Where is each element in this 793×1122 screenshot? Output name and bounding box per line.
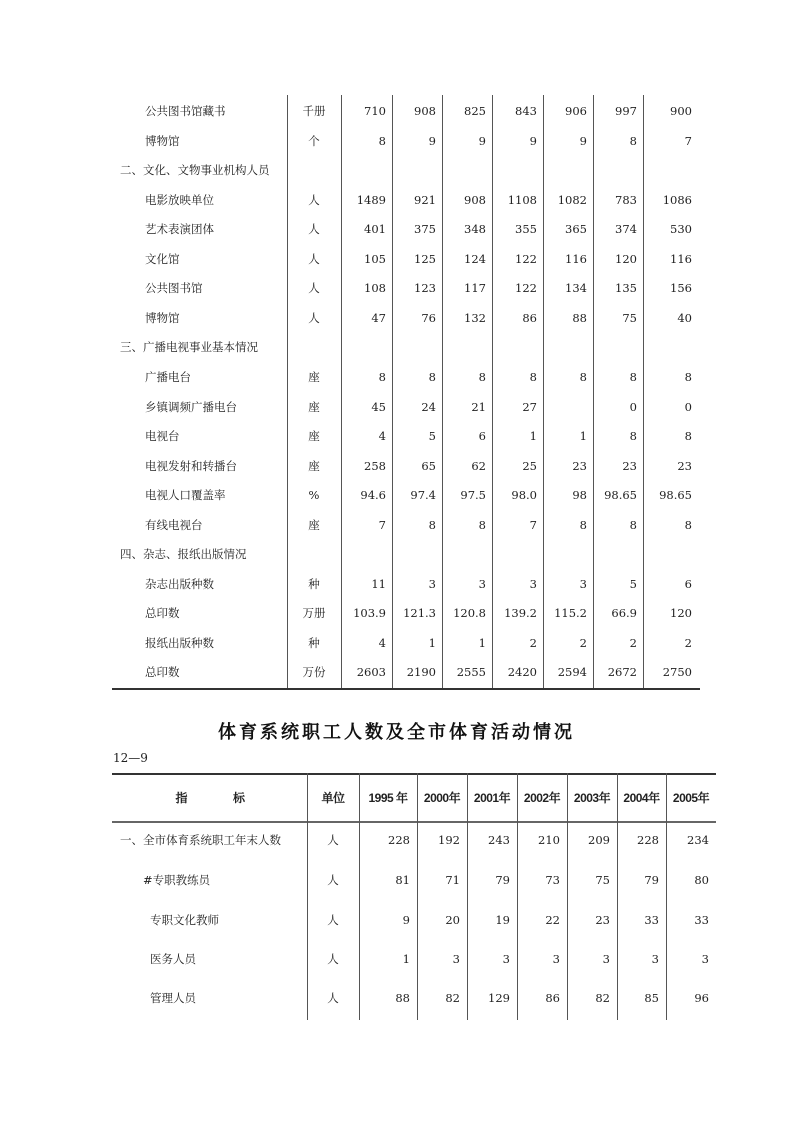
row-value: 1489 (356, 193, 386, 207)
row-value: 9 (478, 134, 486, 148)
row-value: 108 (364, 281, 386, 295)
row-unit: 人 (308, 252, 320, 266)
row-unit: 千册 (302, 104, 326, 118)
row-value: 2594 (557, 665, 587, 679)
row-value: 908 (414, 104, 436, 118)
row-unit: 人 (308, 193, 320, 207)
row-value: 120 (615, 252, 637, 266)
row-value: 124 (464, 252, 486, 266)
row-value: 73 (545, 873, 560, 887)
row-value: 3 (529, 577, 537, 591)
row-value: 116 (670, 252, 692, 266)
row-unit: 人 (327, 913, 339, 927)
row-value: 8 (478, 518, 486, 532)
row-unit: 人 (327, 833, 339, 847)
row-value: 8 (579, 370, 587, 384)
row-value: 228 (637, 833, 659, 847)
row-label: 博物馆 (145, 311, 180, 325)
row-value: 8 (629, 370, 637, 384)
row-value: 4 (378, 429, 386, 443)
column-divider (307, 773, 308, 1020)
row-unit: 座 (308, 459, 320, 473)
row-value: 79 (495, 873, 510, 887)
row-value: 374 (615, 222, 637, 236)
row-value: 40 (677, 311, 692, 325)
row-value: 156 (670, 281, 692, 295)
row-value: 85 (644, 991, 659, 1005)
row-value: 82 (445, 991, 460, 1005)
row-value: 8 (579, 518, 587, 532)
row-value: 3 (502, 952, 510, 966)
column-divider (467, 773, 468, 1020)
row-value: 3 (478, 577, 486, 591)
row-label: #专职教练员 (143, 873, 211, 887)
row-label: 报纸出版种数 (145, 636, 214, 650)
row-unit: 人 (327, 991, 339, 1005)
row-value: 3 (701, 952, 709, 966)
row-value: 120 (670, 606, 692, 620)
row-value: 115.2 (554, 606, 587, 620)
row-unit: 人 (308, 281, 320, 295)
row-value: 121.3 (403, 606, 436, 620)
row-value: 8 (529, 370, 537, 384)
row-value: 228 (388, 833, 410, 847)
section-title: 体育系统职工人数及全市体育活动情况 (218, 722, 575, 743)
row-value: 8 (684, 518, 692, 532)
row-value: 23 (572, 459, 587, 473)
row-value: 105 (364, 252, 386, 266)
row-value: 355 (515, 222, 537, 236)
row-value: 2420 (507, 665, 537, 679)
row-unit: 个 (308, 134, 320, 148)
row-label: 四、杂志、报纸出版情况 (120, 547, 247, 561)
row-value: 3 (651, 952, 659, 966)
row-value: 65 (421, 459, 436, 473)
row-label: 医务人员 (150, 952, 196, 966)
row-value: 908 (464, 193, 486, 207)
row-value: 25 (522, 459, 537, 473)
row-value: 97.4 (410, 488, 436, 502)
row-value: 81 (395, 873, 410, 887)
row-value: 19 (495, 913, 510, 927)
row-value: 209 (588, 833, 610, 847)
row-value: 365 (565, 222, 587, 236)
column-divider (392, 95, 393, 688)
row-value: 132 (464, 311, 486, 325)
row-value: 900 (670, 104, 692, 118)
row-value: 116 (565, 252, 587, 266)
header-unit: 单位 (321, 791, 345, 805)
row-value: 1 (529, 429, 537, 443)
row-value: 9 (579, 134, 587, 148)
row-value: 8 (378, 370, 386, 384)
row-value: 98 (572, 488, 587, 502)
row-value: 82 (595, 991, 610, 1005)
row-value: 33 (694, 913, 709, 927)
row-value: 5 (629, 577, 637, 591)
row-value: 2 (529, 636, 537, 650)
row-label: 电视台 (145, 429, 180, 443)
row-value: 9 (529, 134, 537, 148)
column-divider (417, 773, 418, 1020)
header-year: 1995 年 (368, 791, 408, 805)
row-value: 8 (478, 370, 486, 384)
row-value: 47 (371, 311, 386, 325)
column-divider (442, 95, 443, 688)
row-label: 博物馆 (145, 134, 180, 148)
row-unit: 座 (308, 370, 320, 384)
row-label: 总印数 (145, 606, 180, 620)
row-value: 906 (565, 104, 587, 118)
row-value: 375 (414, 222, 436, 236)
row-value: 1 (402, 952, 410, 966)
row-value: 258 (364, 459, 386, 473)
row-unit: 万份 (302, 665, 326, 679)
row-value: 6 (684, 577, 692, 591)
row-value: 8 (428, 370, 436, 384)
row-value: 8 (428, 518, 436, 532)
row-value: 7 (684, 134, 692, 148)
row-label: 文化馆 (145, 252, 180, 266)
row-value: 120.8 (453, 606, 486, 620)
column-divider (666, 773, 667, 1020)
row-value: 88 (572, 311, 587, 325)
row-value: 62 (471, 459, 486, 473)
row-value: 96 (694, 991, 709, 1005)
row-label: 专职文化教师 (150, 913, 219, 927)
row-value: 3 (579, 577, 587, 591)
row-value: 75 (622, 311, 637, 325)
row-label: 电影放映单位 (145, 193, 214, 207)
row-value: 98.65 (604, 488, 637, 502)
row-value: 6 (478, 429, 486, 443)
column-divider (287, 95, 288, 688)
row-value: 129 (488, 991, 510, 1005)
row-value: 71 (445, 873, 460, 887)
row-value: 98.65 (659, 488, 692, 502)
row-value: 2 (579, 636, 587, 650)
row-value: 8 (378, 134, 386, 148)
header-year: 2000年 (423, 791, 461, 805)
row-unit: 种 (308, 577, 320, 591)
row-value: 921 (414, 193, 436, 207)
column-divider (593, 95, 594, 688)
row-value: 23 (677, 459, 692, 473)
column-divider (517, 773, 518, 1020)
row-value: 210 (538, 833, 560, 847)
row-value: 1108 (507, 193, 537, 207)
row-value: 103.9 (353, 606, 386, 620)
row-value: 2603 (356, 665, 386, 679)
column-divider (359, 773, 360, 1020)
column-divider (492, 95, 493, 688)
row-value: 8 (629, 134, 637, 148)
row-value: 710 (364, 104, 386, 118)
row-value: 80 (694, 873, 709, 887)
row-unit: 座 (308, 429, 320, 443)
row-value: 243 (488, 833, 510, 847)
row-value: 1086 (662, 193, 692, 207)
table-number: 12—9 (113, 751, 148, 765)
header-year: 2003年 (573, 791, 611, 805)
row-value: 86 (522, 311, 537, 325)
row-value: 783 (615, 193, 637, 207)
row-value: 530 (670, 222, 692, 236)
row-value: 843 (515, 104, 537, 118)
row-value: 11 (371, 577, 386, 591)
row-value: 134 (565, 281, 587, 295)
row-label: 有线电视台 (145, 518, 203, 532)
row-label: 公共图书馆藏书 (145, 104, 226, 118)
row-value: 7 (378, 518, 386, 532)
row-unit: 人 (327, 952, 339, 966)
row-unit: % (308, 488, 320, 502)
row-unit: 万册 (302, 606, 326, 620)
row-value: 23 (595, 913, 610, 927)
row-label: 三、广播电视事业基本情况 (120, 340, 258, 354)
row-value: 4 (378, 636, 386, 650)
row-value: 123 (414, 281, 436, 295)
row-value: 27 (522, 400, 537, 414)
row-value: 88 (395, 991, 410, 1005)
row-value: 122 (515, 252, 537, 266)
row-value: 9 (402, 913, 410, 927)
row-label: 电视人口覆盖率 (145, 488, 226, 502)
row-value: 997 (615, 104, 637, 118)
row-value: 401 (364, 222, 386, 236)
row-value: 1 (478, 636, 486, 650)
row-value: 825 (464, 104, 486, 118)
row-value: 3 (552, 952, 560, 966)
row-value: 75 (595, 873, 610, 887)
row-value: 94.6 (360, 488, 386, 502)
row-value: 3 (452, 952, 460, 966)
row-label: 二、文化、文物事业机构人员 (120, 163, 270, 177)
row-value: 45 (371, 400, 386, 414)
row-value: 0 (684, 400, 692, 414)
row-label: 总印数 (145, 665, 180, 679)
row-value: 2555 (456, 665, 486, 679)
header-year: 2002年 (523, 791, 561, 805)
row-label: 乡镇调频广播电台 (145, 400, 237, 414)
row-value: 97.5 (460, 488, 486, 502)
row-unit: 座 (308, 518, 320, 532)
row-value: 234 (687, 833, 709, 847)
row-value: 8 (629, 429, 637, 443)
row-label: 管理人员 (150, 991, 196, 1005)
row-unit: 人 (308, 222, 320, 236)
column-divider (543, 95, 544, 688)
row-value: 3 (602, 952, 610, 966)
row-value: 5 (428, 429, 436, 443)
row-value: 79 (644, 873, 659, 887)
row-value: 23 (622, 459, 637, 473)
row-value: 125 (414, 252, 436, 266)
row-value: 135 (615, 281, 637, 295)
row-value: 192 (438, 833, 460, 847)
header-bottom-rule (112, 821, 716, 823)
row-value: 66.9 (611, 606, 637, 620)
row-label: 公共图书馆 (145, 281, 203, 295)
row-label: 杂志出版种数 (145, 577, 214, 591)
row-value: 24 (421, 400, 436, 414)
row-unit: 座 (308, 400, 320, 414)
table-bottom-rule (112, 688, 700, 690)
row-value: 98.0 (511, 488, 537, 502)
column-divider (341, 95, 342, 688)
row-value: 1 (579, 429, 587, 443)
row-value: 86 (545, 991, 560, 1005)
row-value: 2 (684, 636, 692, 650)
row-value: 76 (421, 311, 436, 325)
row-value: 1082 (557, 193, 587, 207)
row-value: 2672 (607, 665, 637, 679)
row-label: 广播电台 (145, 370, 191, 384)
row-label: 电视发射和转播台 (145, 459, 237, 473)
row-value: 117 (464, 281, 486, 295)
row-unit: 人 (308, 311, 320, 325)
row-value: 8 (684, 370, 692, 384)
column-divider (617, 773, 618, 1020)
row-unit: 人 (327, 873, 339, 887)
row-value: 8 (684, 429, 692, 443)
row-value: 0 (629, 400, 637, 414)
header-year: 2005年 (672, 791, 710, 805)
row-value: 348 (464, 222, 486, 236)
row-label: 艺术表演团体 (145, 222, 214, 236)
row-value: 20 (445, 913, 460, 927)
row-label: 一、全市体育系统职工年末人数 (120, 833, 281, 847)
row-value: 3 (428, 577, 436, 591)
row-value: 8 (629, 518, 637, 532)
row-value: 122 (515, 281, 537, 295)
header-indicator: 指 标 (175, 791, 245, 805)
row-value: 139.2 (504, 606, 537, 620)
row-value: 2750 (662, 665, 692, 679)
row-value: 7 (529, 518, 537, 532)
column-divider (567, 773, 568, 1020)
header-year: 2004年 (623, 791, 660, 805)
row-value: 2 (629, 636, 637, 650)
row-value: 1 (428, 636, 436, 650)
row-value: 33 (644, 913, 659, 927)
row-value: 2190 (406, 665, 436, 679)
row-value: 22 (545, 913, 560, 927)
row-value: 21 (471, 400, 486, 414)
table-top-rule (112, 773, 716, 775)
row-value: 9 (428, 134, 436, 148)
column-divider (643, 95, 644, 688)
row-unit: 种 (308, 636, 320, 650)
header-year: 2001年 (473, 791, 511, 805)
